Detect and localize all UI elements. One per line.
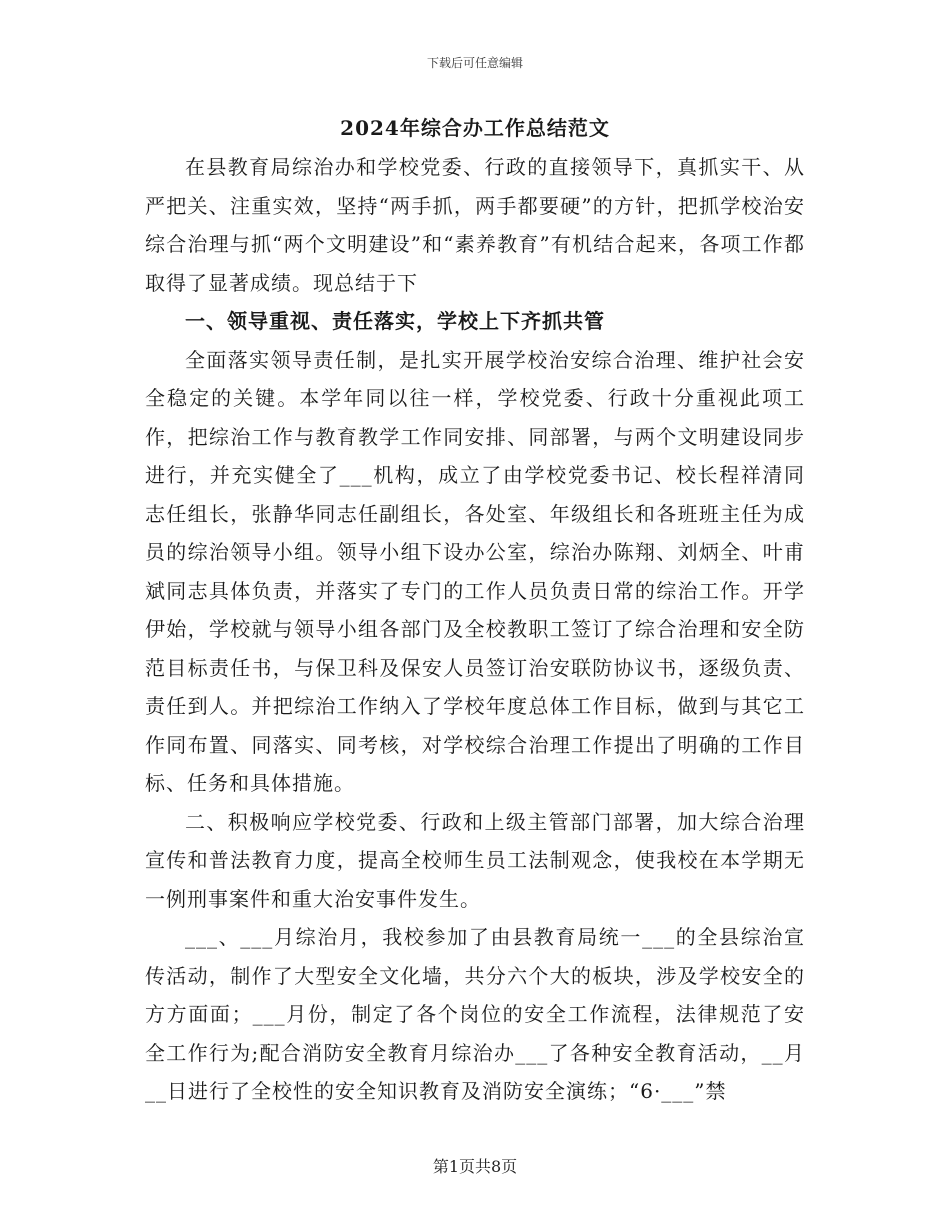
page-number-footer: 第1页共8页 — [432, 1157, 518, 1176]
document-title: 2024年综合办工作总结范文 — [340, 116, 610, 140]
intro-paragraph: 在县教育局综治办和学校党委、行政的直接领导下，真抓实干、从严把关、注重实效，坚持“两手抓，两手都要硬”的方针，把抓学校治安综合治理与抓“两个文明建设”和“素养教育”有机结合起来，各项工作都取得了显著成绩。现总结于下 — [145, 155, 805, 295]
section-2-paragraph: 二、积极响应学校党委、行政和上级主管部门部署，加大综合治理宣传和普法教育力度，提高全校师生员工法制观念，使我校在本学期无一例刑事案件和重大治安事件发生。 — [145, 809, 805, 911]
section-heading-1: 一、领导重视、责任落实，学校上下齐抓共管 — [185, 309, 605, 333]
section-1-paragraph: 全面落实领导责任制，是扎实开展学校治安综合治理、维护社会安全稳定的关键。本学年同以往一样，学校党委、行政十分重视此项工作，把综治工作与教育教学工作同安排、同部署，与两个文明建设同步进行，并充实健全了___机构，成立了由学校党委书记、校长程祥清同志任组长，张静华同志任副组长，各处室、年级组长和各班班主任为成员的综治领导小组。领导小组下设办公室，综治办陈翔、刘炳全、叶甫斌同志具体负责，并落实了专门的工作人员负责日常的综治工作。开学伊始，学校就与领导小组各部门及全校教职工签订了综合治理和安全防范目标责任书，与保卫科及保安人员签订治安联防协议书，逐级负责、责任到人。并把综治工作纳入了学校年度总体工作目标，做到与其它工作同布置、同落实、同考核，对学校综合治理工作提出了明确的工作目标、任务和具体措施。 — [145, 347, 805, 795]
header-note: 下载后可任意编辑 — [426, 56, 523, 70]
document-body — [145, 148, 805, 1111]
activities-paragraph: ___、___月综治月，我校参加了由县教育局统一___的全县综治宣传活动，制作了大型安全文化墙，共分六个大的板块，涉及学校安全的方方面面；___月份，制定了各个岗位的安全工作流程，法律规范了安全工作行为;配合消防安全教育月综治办___了各种安全教育活动，__月__日进行了全校性的安全知识教育及消防安全演练；“6·___”禁 — [145, 925, 805, 1103]
